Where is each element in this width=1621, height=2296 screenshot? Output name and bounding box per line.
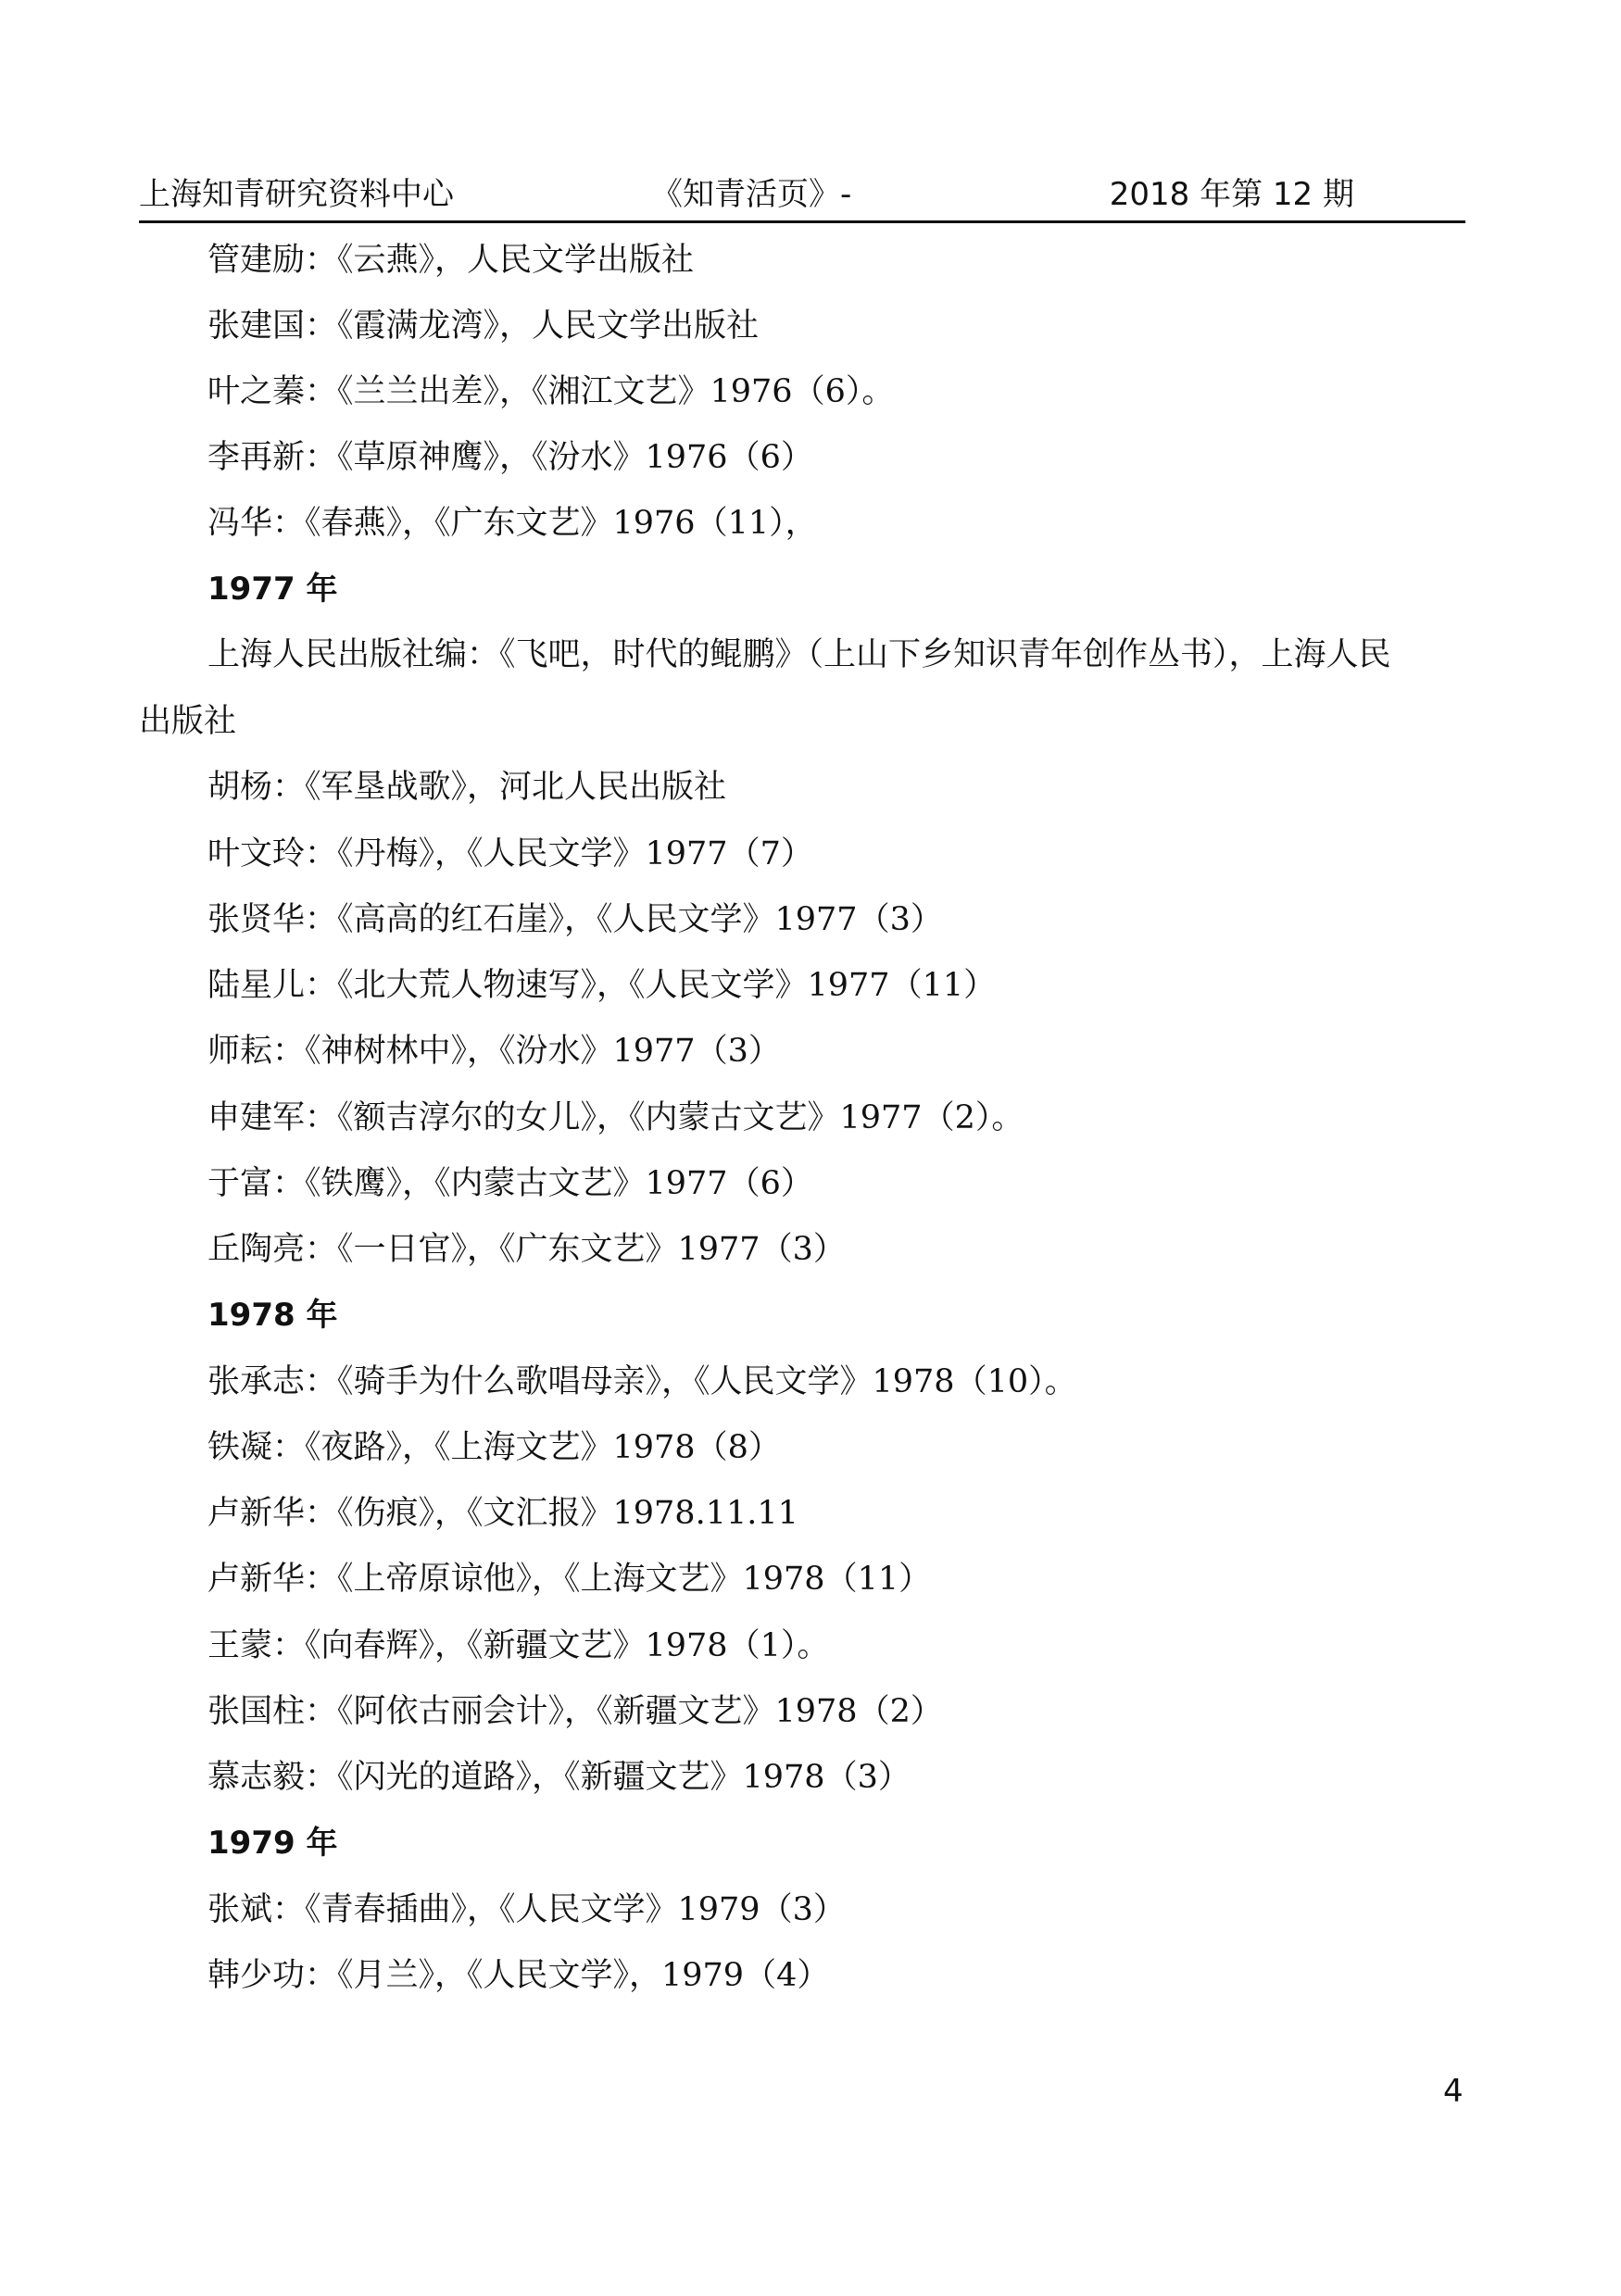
- year-heading: 1979 年: [207, 1825, 338, 1862]
- year-heading: 1977 年: [207, 571, 338, 608]
- list-item: 慕志毅：《闪光的道路》，《新疆文艺》1978（3）: [207, 1759, 911, 1796]
- list-item: 师耘：《神树林中》，《汾水》1977（3）: [207, 1033, 781, 1070]
- list-item: 于富：《铁鹰》，《内蒙古文艺》1977（6）: [207, 1165, 813, 1202]
- list-item: 冯华：《春燕》，《广东文艺》1976（11），: [207, 505, 818, 542]
- list-item: 李再新：《草原神鹰》，《汾水》1976（6）: [207, 439, 813, 476]
- header-organization: 上海知青研究资料中心: [139, 176, 454, 213]
- list-item: 叶之蓁：《兰兰出差》，《湘江文艺》1976（6）。: [207, 373, 895, 410]
- list-item: 叶文玲：《丹梅》，《人民文学》1977（7）: [207, 835, 813, 872]
- list-item: 陆星儿：《北大荒人物速写》，《人民文学》1977（11）: [207, 967, 997, 1004]
- page-header: [139, 165, 1465, 223]
- list-item: 卢新华：《上帝原谅他》，《上海文艺》1978（11）: [207, 1561, 932, 1598]
- list-item: 张贤华：《高高的红石崖》，《人民文学》1977（3）: [207, 901, 943, 938]
- list-item: 卢新华：《伤痕》，《文汇报》1978.11.11: [207, 1495, 798, 1532]
- list-item: 韩少功：《月兰》，《人民文学》，1979（4）: [207, 1957, 830, 1994]
- list-item: 管建励：《云燕》，人民文学出版社: [207, 242, 695, 279]
- list-item: 王蒙：《向春辉》，《新疆文艺》1978（1）。: [207, 1627, 830, 1664]
- list-item: 铁凝：《夜路》，《上海文艺》1978（8）: [207, 1429, 781, 1466]
- list-item: 张建国：《霞满龙湾》，人民文学出版社: [207, 307, 760, 345]
- year-heading: 1978 年: [207, 1297, 338, 1334]
- header-issue: 2018 年第 12 期: [1109, 176, 1354, 213]
- list-item: 申建军：《额吉淳尔的女儿》，《内蒙古文艺》1977（2）。: [207, 1099, 1024, 1136]
- page-number: 4: [1443, 2073, 1464, 2110]
- header-publication-title: 《知青活页》-: [651, 176, 852, 213]
- list-item: 张承志：《骑手为什么歌唱母亲》，《人民文学》1978（10）。: [207, 1363, 1077, 1400]
- list-item: 丘陶亮：《一日官》，《广东文艺》1977（3）: [207, 1231, 846, 1268]
- list-item: 张斌：《青春插曲》，《人民文学》1979（3）: [207, 1891, 846, 1928]
- list-item: 胡杨：《军垦战歌》，河北人民出版社: [207, 769, 727, 806]
- list-item: 张国柱：《阿依古丽会计》，《新疆文艺》1978（2）: [207, 1693, 943, 1730]
- list-item: 上海人民出版社编：《飞吧，时代的鲲鹏》（上山下乡知识青年创作丛书），上海人民出版社: [139, 636, 1391, 740]
